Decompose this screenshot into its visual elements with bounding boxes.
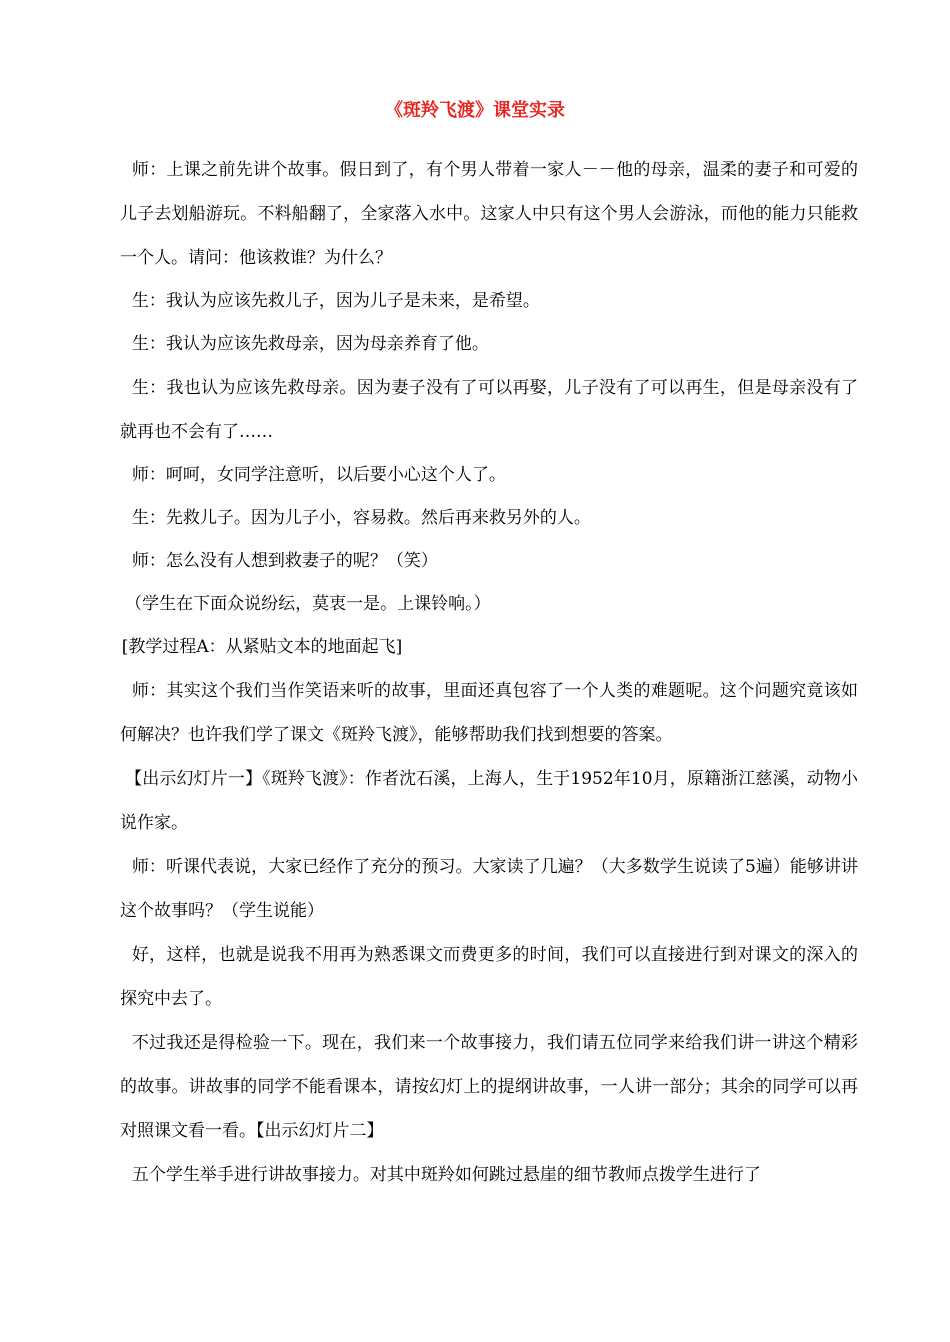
section-heading: [教学过程A：从紧贴文本的地面起飞]: [121, 637, 403, 657]
paragraph: 师：上课之前先讲个故事。假日到了，有个男人带着一家人－－他的母亲，温柔的妻子和可爱的儿子去划船游玩。不料船翻了，全家落入水中。这家人中只有这个男人会游泳，而他的能力只能救一个人。请问：他该救谁？为什么？: [120, 160, 858, 268]
paragraph: 生：先救儿子。因为儿子小，容易救。然后再来救另外的人。: [131, 508, 591, 528]
paragraph: 生：我认为应该先救儿子，因为儿子是未来，是希望。: [131, 291, 540, 311]
paragraph: 师：听课代表说，大家已经作了充分的预习。大家读了几遍？（大多数学生说读了5遍）能够讲讲这个故事吗？（学生说能）: [120, 857, 858, 921]
paragraph: 不过我还是得检验一下。现在，我们来一个故事接力，我们请五位同学来给我们讲一讲这个精彩的故事。讲故事的同学不能看课本，请按幻灯上的提纲讲故事，一人讲一部分；其余的同学可以再对照课文看一看。【出示幻灯片二】: [120, 1033, 858, 1141]
paragraph: 五个学生举手进行讲故事接力。对其中斑羚如何跳过悬崖的细节教师点拨学生进行了: [131, 1165, 761, 1185]
paragraph: 好，这样，也就是说我不用再为熟悉课文而费更多的时间，我们可以直接进行到对课文的深入的探究中去了。: [120, 945, 858, 1009]
paragraph: 师：怎么没有人想到救妻子的呢？（笑）: [131, 551, 438, 571]
paragraph: 生：我也认为应该先救母亲。因为妻子没有了可以再娶，儿子没有了可以再生，但是母亲没有了就再也不会有了……: [120, 378, 858, 442]
paragraph: 生：我认为应该先救母亲，因为母亲养育了他。: [131, 334, 489, 354]
document-title: 《斑羚飞渡》课堂实录: [385, 100, 565, 121]
paragraph: 【出示幻灯片一】《斑羚飞渡》：作者沈石溪，上海人，生于1952年10月，原籍浙江慈溪，动物小说作家。: [120, 769, 858, 833]
paragraph: 师：其实这个我们当作笑语来听的故事，里面还真包容了一个人类的难题呢。这个问题究竟该如何解决？也许我们学了课文《斑羚飞渡》，能够帮助我们找到想要的答案。: [120, 681, 858, 745]
paragraph: （学生在下面众说纷纭，莫衷一是。上课铃响。）: [125, 594, 491, 614]
document-body: [120, 148, 858, 1197]
paragraph: 师：呵呵，女同学注意听，以后要小心这个人了。: [131, 465, 506, 485]
